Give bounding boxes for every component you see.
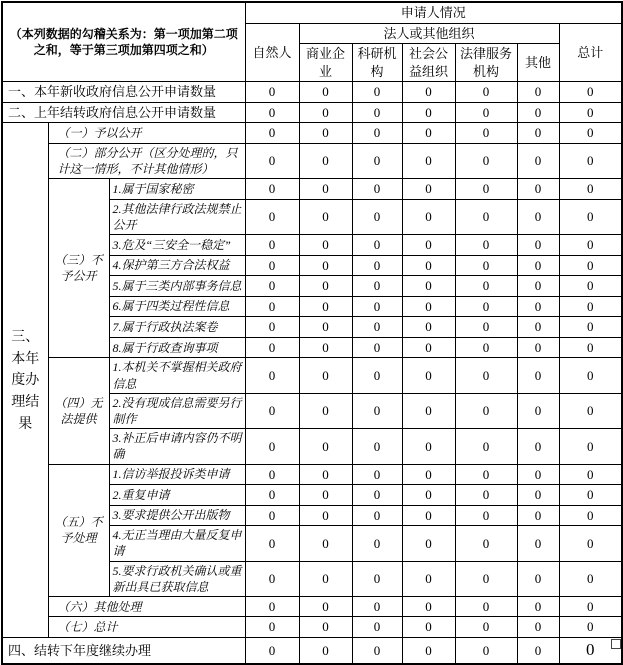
row-label-subtotal: （七）总计 (48, 617, 245, 638)
value-cell: 0 (455, 276, 517, 297)
value-cell: 0 (455, 255, 517, 276)
group-label-not-processed: （五）不予处理 (48, 464, 109, 596)
value-cell: 0 (299, 123, 352, 144)
value-cell: 0 (402, 596, 455, 617)
value-cell: 0 (402, 143, 455, 178)
value-cell: 0 (517, 526, 559, 561)
value-cell: 0 (559, 179, 622, 200)
value-cell: 0 (352, 526, 402, 561)
value-cell: 0 (517, 358, 559, 393)
value-cell: 0 (299, 358, 352, 393)
value-cell: 0 (245, 358, 299, 393)
value-cell: 0 (402, 617, 455, 638)
row-label-petition-complaint: 1.信访举报投诉类申请 (109, 464, 245, 485)
row-label-results-this-year: 三、本年度办理结果 (2, 123, 48, 638)
value-cell: 0 (245, 526, 299, 561)
disclosure-statistics-table (1, 1, 623, 665)
value-cell: 0 (559, 143, 622, 178)
row-label-admin-query: 8.属于行政查询事项 (109, 337, 245, 358)
col-header-public-welfare-org: 社会公益组织 (402, 44, 455, 82)
value-cell: 0 (299, 296, 352, 317)
value-cell: 0 (352, 505, 402, 526)
value-cell: 0 (299, 526, 352, 561)
value-cell: 0 (517, 561, 559, 596)
value-cell: 0 (455, 199, 517, 234)
value-cell: 0 (517, 276, 559, 297)
value-cell: 0 (559, 617, 622, 638)
value-cell: 0 (245, 123, 299, 144)
row-label-carried-over: 二、上年结转政府信息公开申请数量 (2, 102, 245, 123)
value-cell: 0 (402, 429, 455, 464)
value-cell: 0 (245, 464, 299, 485)
value-cell: 0 (245, 505, 299, 526)
value-cell: 0 (245, 235, 299, 256)
value-cell: 0 (559, 638, 622, 664)
value-cell: 0 (245, 596, 299, 617)
value-cell: 0 (402, 276, 455, 297)
col-header-legal-service-org: 法律服务机构 (455, 44, 517, 82)
value-cell: 0 (559, 296, 622, 317)
value-cell: 0 (455, 526, 517, 561)
table-row (2, 123, 622, 144)
value-cell: 0 (455, 393, 517, 428)
value-cell: 0 (402, 505, 455, 526)
value-cell: 0 (352, 317, 402, 338)
value-cell: 0 (245, 393, 299, 428)
value-cell: 0 (245, 638, 299, 664)
value-cell: 0 (299, 464, 352, 485)
value-cell: 0 (517, 102, 559, 123)
value-cell: 0 (352, 596, 402, 617)
value-cell: 0 (245, 179, 299, 200)
col-header-research-institution: 科研机构 (352, 44, 402, 82)
value-cell: 0 (245, 82, 299, 103)
value-cell: 0 (245, 617, 299, 638)
value-cell: 0 (402, 561, 455, 596)
value-cell: 0 (559, 82, 622, 103)
col-header-other: 其他 (517, 44, 559, 82)
value-cell: 0 (402, 358, 455, 393)
value-cell: 0 (455, 561, 517, 596)
value-cell: 0 (245, 296, 299, 317)
value-cell: 0 (517, 596, 559, 617)
value-cell: 0 (352, 429, 402, 464)
value-cell: 0 (352, 561, 402, 596)
value-cell: 0 (402, 638, 455, 664)
value-cell: 0 (517, 235, 559, 256)
table-row (2, 596, 622, 617)
value-cell: 0 (402, 199, 455, 234)
table-row (2, 638, 622, 664)
row-label-other-handling: （六）其他处理 (48, 596, 245, 617)
value-cell: 0 (402, 82, 455, 103)
value-cell: 0 (299, 561, 352, 596)
value-cell: 0 (559, 337, 622, 358)
value-cell: 0 (455, 143, 517, 178)
value-cell: 0 (352, 179, 402, 200)
value-cell: 0 (559, 561, 622, 596)
value-cell: 0 (559, 464, 622, 485)
row-label-repeated-requests: 4.无正当理由大量反复申请 (109, 526, 245, 561)
group-label-unable-provide: （四）无法提供 (48, 358, 109, 464)
table-body (2, 82, 622, 664)
value-cell: 0 (455, 638, 517, 664)
value-cell: 0 (245, 276, 299, 297)
value-cell: 0 (299, 429, 352, 464)
value-cell: 0 (352, 638, 402, 664)
value-cell: 0 (352, 143, 402, 178)
value-cell: 0 (517, 317, 559, 338)
value-cell: 0 (245, 337, 299, 358)
table-row (2, 617, 622, 638)
value-cell: 0 (455, 123, 517, 144)
value-cell: 0 (299, 596, 352, 617)
value-cell: 0 (402, 317, 455, 338)
value-cell: 0 (245, 199, 299, 234)
value-cell: 0 (402, 179, 455, 200)
row-label-enforcement-files: 7.属于行政执法案卷 (109, 317, 245, 338)
value-cell: 0 (299, 617, 352, 638)
value-cell: 0 (517, 464, 559, 485)
value-cell: 0 (517, 123, 559, 144)
value-cell: 0 (559, 199, 622, 234)
value-cell: 0 (559, 102, 622, 123)
table-row (2, 82, 622, 103)
value-cell: 0 (455, 102, 517, 123)
value-cell: 0 (402, 255, 455, 276)
value-cell: 0 (402, 123, 455, 144)
col-header-commercial-enterprise: 商业企业 (299, 44, 352, 82)
value-cell: 0 (517, 199, 559, 234)
col-header-natural-person: 自然人 (245, 23, 299, 82)
value-cell: 0 (245, 143, 299, 178)
value-cell: 0 (352, 199, 402, 234)
value-cell: 0 (517, 485, 559, 506)
value-cell: 0 (517, 296, 559, 317)
row-label-not-held: 1.本机关不掌握相关政府信息 (109, 358, 245, 393)
value-cell: 0 (352, 82, 402, 103)
value-cell: 0 (517, 617, 559, 638)
value-cell: 0 (559, 505, 622, 526)
value-cell: 0 (455, 505, 517, 526)
value-cell: 0 (517, 393, 559, 428)
table-row (2, 179, 622, 200)
value-cell: 0 (352, 235, 402, 256)
value-cell: 0 (559, 255, 622, 276)
value-cell: 0 (559, 235, 622, 256)
value-cell: 0 (352, 296, 402, 317)
value-cell: 0 (517, 337, 559, 358)
table-row (2, 358, 622, 393)
row-label-third-party: 4.保护第三方合法权益 (109, 255, 245, 276)
group-label-denied: （三）不予公开 (48, 179, 109, 358)
value-cell: 0 (455, 296, 517, 317)
document-page (0, 1, 622, 660)
value-cell: 0 (299, 485, 352, 506)
header-row-applicant (2, 2, 622, 23)
value-cell: 0 (299, 235, 352, 256)
value-cell: 0 (517, 505, 559, 526)
value-cell: 0 (352, 255, 402, 276)
value-cell: 0 (455, 317, 517, 338)
applicant-status-header: 申请人情况 (245, 2, 622, 23)
value-cell: 0 (299, 276, 352, 297)
value-cell: 0 (455, 464, 517, 485)
value-cell: 0 (559, 317, 622, 338)
row-label-law-prohibited: 2.其他法律行政法规禁止公开 (109, 199, 245, 234)
value-cell: 0 (245, 429, 299, 464)
value-cell: 0 (352, 123, 402, 144)
value-cell: 0 (299, 638, 352, 664)
value-cell: 0 (559, 526, 622, 561)
value-cell: 0 (455, 485, 517, 506)
table-row (2, 464, 622, 485)
row-label-internal-affairs: 5.属于三类内部事务信息 (109, 276, 245, 297)
value-cell: 0 (402, 526, 455, 561)
value-cell: 0 (299, 393, 352, 428)
value-cell: 0 (299, 102, 352, 123)
value-cell: 0 (299, 317, 352, 338)
table-row (2, 143, 622, 178)
value-cell: 0 (352, 464, 402, 485)
value-cell: 0 (559, 485, 622, 506)
value-cell: 0 (402, 393, 455, 428)
value-cell: 0 (455, 429, 517, 464)
value-cell: 0 (517, 82, 559, 103)
value-cell: 0 (559, 276, 622, 297)
value-cell: 0 (517, 179, 559, 200)
value-cell: 0 (352, 393, 402, 428)
row-label-granted: （一）予以公开 (48, 123, 245, 144)
value-cell: 0 (299, 255, 352, 276)
table-row (2, 102, 622, 123)
row-label-duplicate: 2.重复申请 (109, 485, 245, 506)
value-cell: 0 (402, 464, 455, 485)
value-cell: 0 (299, 179, 352, 200)
value-cell: 0 (352, 276, 402, 297)
value-cell: 0 (245, 561, 299, 596)
value-cell: 0 (455, 617, 517, 638)
row-label-state-secret: 1.属于国家秘密 (109, 179, 245, 200)
value-cell: 0 (455, 337, 517, 358)
value-cell: 0 (517, 255, 559, 276)
table-resize-handle[interactable] (611, 639, 621, 649)
value-cell: 0 (517, 143, 559, 178)
value-cell: 0 (455, 179, 517, 200)
value-cell: 0 (402, 102, 455, 123)
value-cell: 0 (352, 337, 402, 358)
value-cell: 0 (299, 82, 352, 103)
value-cell: 0 (559, 429, 622, 464)
row-label-needs-creation: 2.没有现成信息需要另行制作 (109, 393, 245, 428)
value-cell: 0 (245, 485, 299, 506)
value-cell: 0 (559, 596, 622, 617)
value-cell: 0 (517, 429, 559, 464)
row-label-partial: （二）部分公开（区分处理的，只计这一情形，不计其他情形） (48, 143, 245, 178)
value-cell: 0 (402, 485, 455, 506)
value-cell: 0 (299, 143, 352, 178)
value-cell: 0 (455, 358, 517, 393)
value-cell: 0 (352, 358, 402, 393)
value-cell: 0 (299, 199, 352, 234)
value-cell: 0 (299, 505, 352, 526)
row-label-process-info: 6.属于四类过程性信息 (109, 296, 245, 317)
row-label-still-unclear: 3.补正后申请内容仍不明确 (109, 429, 245, 464)
value-cell: 0 (455, 596, 517, 617)
row-label-new-received: 一、本年新收政府信息公开申请数量 (2, 82, 245, 103)
reconciliation-note: （本列数据的勾稽关系为：第一项加第二项之和，等于第三项加第四项之和） (2, 2, 245, 82)
value-cell: 0 (559, 123, 622, 144)
value-cell: 0 (299, 337, 352, 358)
value-cell: 0 (559, 358, 622, 393)
value-cell: 0 (517, 638, 559, 664)
col-header-legal-org: 法人或其他组织 (299, 23, 559, 44)
value-cell: 0 (402, 337, 455, 358)
value-cell: 0 (245, 317, 299, 338)
value-cell: 0 (352, 102, 402, 123)
value-cell: 0 (455, 235, 517, 256)
row-label-endanger-safety: 3.危及“三安全一稳定” (109, 235, 245, 256)
col-header-total: 总计 (559, 23, 622, 82)
value-cell: 0 (559, 393, 622, 428)
row-label-reissue-info: 5.要求行政机关确认或重新出具已获取信息 (109, 561, 245, 596)
value-cell: 0 (245, 255, 299, 276)
value-cell: 0 (352, 485, 402, 506)
value-cell: 0 (352, 617, 402, 638)
value-cell: 0 (245, 102, 299, 123)
value-cell: 0 (402, 296, 455, 317)
row-label-publications: 3.要求提供公开出版物 (109, 505, 245, 526)
value-cell: 0 (455, 82, 517, 103)
value-cell: 0 (402, 235, 455, 256)
row-label-carry-to-next-year: 四、结转下年度继续办理 (2, 638, 245, 664)
